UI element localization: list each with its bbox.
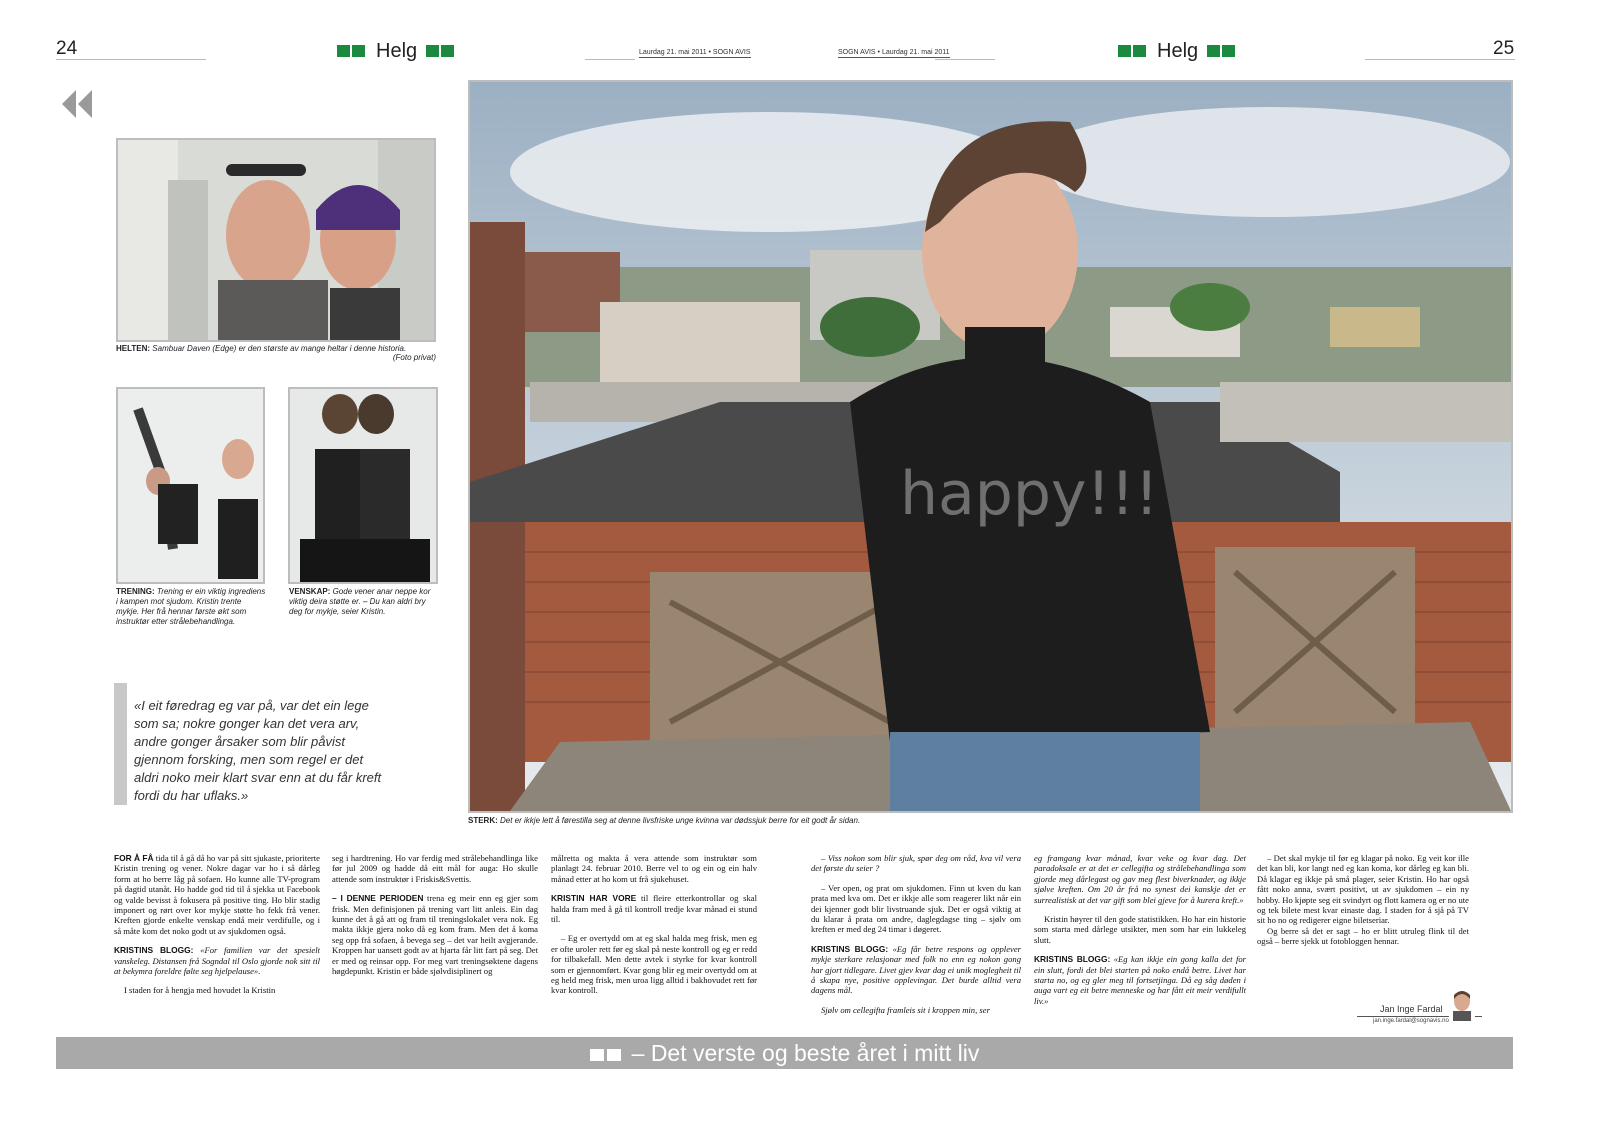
green-squares-icon [1118, 40, 1148, 63]
section-name: Helg [376, 40, 418, 62]
left-page-meta: Laurdag 21. mai 2011 • SOGN AVIS [639, 49, 751, 56]
article-title: – Det verste og beste året i mitt liv [631, 1039, 980, 1066]
article-column-5 [1034, 853, 1246, 1015]
bottom-title-bar [56, 1037, 1513, 1069]
paragraph: til fleire etterkontrollar og skal halda fram med å gå til kontroll tredje kvar månad ei stund til. [551, 893, 757, 925]
caption-text: Sambuar Daven (Edge) er den største av mange heltar i denne historia. [150, 344, 407, 353]
caption-label: HELTEN: [116, 344, 151, 353]
blog-quote: «Eg kan ikkje ein gong kalla det for ein slutt, fordi det blei starten på noko endå betre. Livet har starta no, og eg gler meg til fortsetjinga. Då eg såg døden i auga vart eg eit betre menneske og har fått eit meir verdifullt liv.» [1034, 954, 1246, 1006]
photo-trening [116, 387, 265, 584]
caption-label: STERK: [468, 816, 498, 825]
white-squares-icon [590, 1040, 624, 1067]
green-squares-icon [1207, 40, 1237, 63]
article-column-4 [811, 853, 1021, 1024]
avatar [1449, 989, 1475, 1026]
right-page-number: 25 [1493, 38, 1515, 59]
lead-in: FOR Å FÅ [114, 853, 154, 863]
caption-label: VENSKAP: [289, 587, 331, 596]
paragraph: I staden for å hengja med hovudet la Kristin [124, 985, 276, 996]
question: – Viss nokon som blir sjuk, spør deg om råd, kva vil vera det første du seier ? [811, 853, 1021, 874]
paragraph: trena eg meir enn eg gjer som frisk. Men definisjonen på trening vart litt anleis. Ein dag kunne det å gå att og fram til treningslokalet vera nok. Eg makta ikkje gjera noko då eg kom fram. Men det å koma seg opp frå sofaen, å bevega seg – det var heilt avgjerande. Kroppen har uansett godt av at hjarta får litt fart på seg. Det er med og reinsar opp. For meg vart treningsøktene dagens høgdepunkt. Kristin er både sjølvdisiplinert og [332, 893, 538, 977]
paragraph: tida til å gå då ho var på sitt sjukaste, prioriterte Kristin trening og vener. Nokre dagar var ho i så dårleg form at ho berre låg på sofaen. Ho kunne alle TV-program på dagtid utanåt. Ho hadde god tid til å sjekka ut Facebook og valde bevisst å fokusera på positive ting. Ho blir stadig imponert og rørt over kor mykje støtte ho fekk frå vener. Kreften gjorde enkelte venskap endå meir verdifulle, og i så måte kom det noko godt ut av sjukdomen også. [114, 853, 320, 936]
caption-credit: (Foto privat) [392, 353, 436, 362]
paragraph: Kristin høyrer til den gode statistikken. Ho har ein historie som starta med dårlege utsikter, men som har ein lukkeleg slutt. [1034, 914, 1246, 945]
left-page-number: 24 [56, 38, 78, 59]
article-column-3 [551, 853, 757, 1005]
paragraph: seg i hardtrening. Ho var ferdig med strålebehandlinga like før jul 2009 og hadde då eitt mål for auga: Ho skulle attende som instruktør i Friskis&Svettis. [332, 853, 538, 884]
header-rule [56, 59, 206, 60]
caption-text: Det er ikkje lett å førestilla seg at denne livsfriske unge kvinna var dødssjuk berre for eit godt år sidan. [497, 816, 861, 825]
blog-quote: «For familien var det spesielt vanskeleg. Distansen frå Sogndal til Oslo gjorde nok sitt til at bekymra foreldre følte seg hjelpelause». [114, 945, 320, 977]
paragraph: målretta og makta å vera attende som instruktør som planlagt 24. februar 2010. Berre vel to og ein og ein halv månad etter at ho kom ut frå sjukehuset. [551, 853, 757, 884]
green-squares-icon [426, 40, 456, 63]
quote-bar [114, 683, 127, 805]
paragraph: – Det skal mykje til før eg klagar på noko. Eg veit kor ille det kan bli, kor langt ned eg kan koma, kor dårleg eg kan bli. Då klagar eg ikkje på små plager, seier Kristin. Ho har også fått noko anna, svært positivt, ut av sjukdomen – ein ny hobby. Ho kjøpte seg eit svindyrt og flott kamera og er no ute og tek bilete mest kvar einaste dag. I staden for å sjå på TV sit ho no og redigerer eigne biletseriar. [1257, 853, 1469, 926]
caption-trening [116, 587, 266, 627]
right-page-meta: SOGN AVIS • Laurdag 21. mai 2011 [838, 49, 950, 56]
photo-venskap [288, 387, 438, 584]
lead-in: KRISTINS BLOGG: [114, 945, 194, 956]
lead-in: KRISTINS BLOGG: [1034, 954, 1111, 965]
blog-quote: Sjølv om cellegifta framleis sit i kroppen min, ser [821, 1004, 990, 1015]
lead-in: KRISTIN HAR VORE [551, 893, 637, 904]
byline-email[interactable]: jan.inge.fardal@sognavis.no [1373, 1018, 1449, 1024]
byline-name: Jan Inge Fardal [1380, 1004, 1443, 1014]
caption-text: Trening er ein viktig ingrediens i kampen mot sjudom. Kristin trente mykje. Her frå hennar første økt som instruktør etter strålebehandlinga. [116, 587, 266, 626]
article-column-6 [1257, 853, 1469, 956]
paragraph: Og berre så det er sagt – ho er blitt utruleg flink til det også – berre sjekk ut fotobloggen hennar. [1257, 925, 1469, 947]
pull-quote: «I eit føredrag eg var på, var det ein lege som sa; nokre gonger kan det vera arv, andre gonger årsaker som blir påvist gjennom forsking, men som regel er det aldri noko meir klart svar enn at du får kreft fordi du har uflaks.» [134, 698, 382, 803]
photo-helten [116, 138, 436, 342]
blog-quote: eg framgang kvar månad, kvar veke og kvar dag. Det paradoksale er at det er cellegifta og strålebehandlinga som gjorde meg dårlegast og gav meg flest biverknader, og ikkje sjølve kreften. Om 20 år frå no synest dei kanskje det er surrealistisk at det var gift som blei gjeve for å kurera kreft.» [1034, 853, 1246, 905]
section-name: Helg [1157, 40, 1199, 62]
section-label-left [337, 40, 456, 63]
article-column-2 [332, 853, 538, 985]
caption-venskap [289, 587, 439, 617]
blog-quote: «Eg får betre respons og opplever mykje sterkare relasjonar med folk no enn eg nokon gong har gjort tidlegare. Livet gjev kvar dag ei unik moglegheit til å skapa nye, positive opplevingar. Det burde alltid vera dagens mål. [811, 943, 1021, 996]
section-label-right [1118, 40, 1237, 63]
caption-text: Gode vener anar neppe kor viktig deira støtte er. – Du kan aldri bry deg for mykje, seier Kristin. [289, 587, 431, 616]
photo-main [468, 80, 1513, 813]
header-rule [585, 59, 635, 60]
double-chevron-left-icon[interactable] [60, 88, 94, 125]
green-squares-icon [337, 40, 367, 63]
article-column-1 [114, 853, 320, 1005]
caption-sterk [468, 816, 1368, 826]
lead-in: KRISTINS BLOGG: [811, 943, 889, 954]
paragraph: – Ver open, og prat om sjukdomen. Finn ut kven du kan prata med kva om. Det er ikkje alle som reagerer likt når ein dei kjenner godt blir livstruande sjuk. Det er også viktig at du klarar å prata om andre, daglegdagse ting – sjølv om kreften er med deg 24 timar i døgeret. [811, 882, 1021, 935]
shirt-text: happy!!! [900, 459, 1159, 529]
header-rule [935, 59, 995, 60]
paragraph: – Eg er overtydd om at eg skal halda meg frisk, men eg er ofte urolег rett før eg skal på neste kontroll og eg er redd for tilbakefall. Men dette avtek i styrke for kvar kontroll som er gjennomført. Kvar gong blir eg meir overtydd om at eg held meg frisk, men uroa ligg alltid i bakhovudet rett før kvar kontroll. [551, 933, 757, 996]
lead-in: – I DENNE PERIODEN [332, 893, 424, 904]
caption-label: TRENING: [116, 587, 155, 596]
